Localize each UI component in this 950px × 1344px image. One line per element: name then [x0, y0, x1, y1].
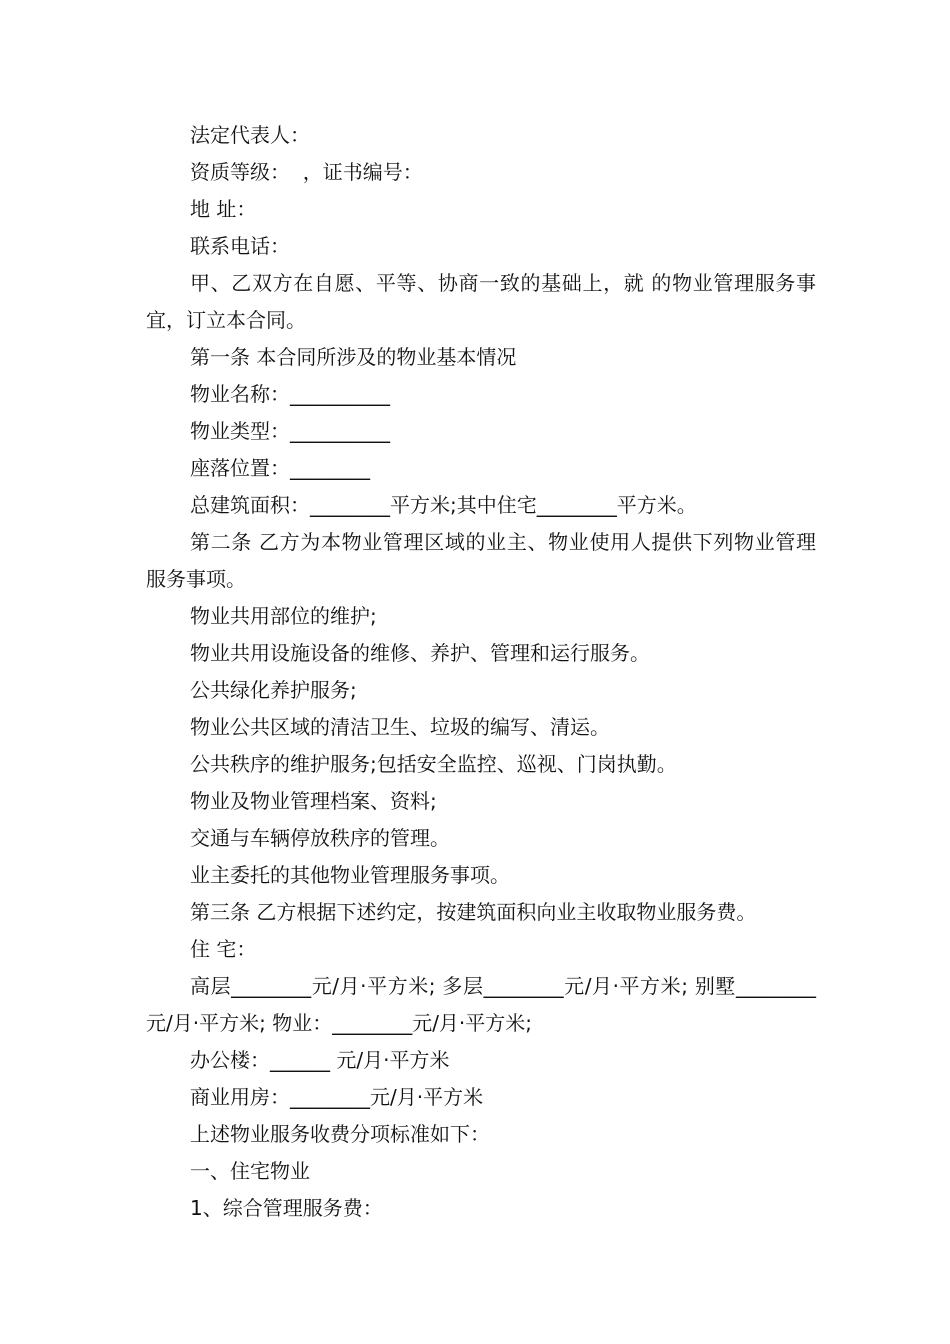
party-qualification: 资质等级： ，证书编号：	[190, 160, 423, 184]
fee-commercial-rate: 商业用房：________元/月·平方米	[190, 1085, 484, 1109]
service-item: 物业共用部位的维护;	[190, 604, 377, 628]
service-item: 交通与车辆停放秩序的管理。	[190, 826, 450, 850]
property-total-area: 总建筑面积：________平方米;其中住宅________平方米。	[190, 493, 697, 517]
section-residential-heading: 一、住宅物业	[190, 1159, 310, 1183]
item-management-fee: 1、综合管理服务费：	[190, 1196, 383, 1220]
party-legal-representative: 法定代表人：	[190, 123, 310, 147]
service-item: 公共秩序的维护服务;包括安全监控、巡视、门岗执勤。	[190, 752, 677, 776]
property-location: 座落位置：________	[190, 456, 370, 480]
document-body	[146, 117, 816, 1227]
party-phone: 联系电话：	[190, 234, 290, 258]
service-item: 物业及物业管理档案、资料;	[190, 789, 437, 813]
fee-residential-rates: 高层________元/月·平方米; 多层________元/月·平方米; 别墅________元/月·平方米; 物业：________元/月·平方米;	[146, 974, 816, 1035]
fee-breakdown-intro: 上述物业服务收费分项标准如下：	[190, 1122, 490, 1146]
article-2-heading: 第二条 乙方为本物业管理区域的业主、物业使用人提供下列物业管理服务事项。	[146, 530, 816, 591]
property-type: 物业类型：__________	[190, 419, 390, 443]
service-item: 业主委托的其他物业管理服务事项。	[190, 863, 510, 887]
fee-office-rate: 办公楼：______ 元/月·平方米	[190, 1048, 450, 1072]
fee-residential-label: 住 宅：	[190, 937, 257, 961]
service-item: 公共绿化养护服务;	[190, 678, 357, 702]
article-1-heading: 第一条 本合同所涉及的物业基本情况	[190, 345, 517, 369]
property-name: 物业名称：__________	[190, 382, 390, 406]
service-item: 物业公共区域的清洁卫生、垃圾的编写、清运。	[190, 715, 610, 739]
contract-preamble: 甲、乙双方在自愿、平等、协商一致的基础上，就 的物业管理服务事宜，订立本合同。	[146, 271, 816, 332]
party-address: 地 址：	[190, 197, 257, 221]
article-3-heading: 第三条 乙方根据下述约定，按建筑面积向业主收取物业服务费。	[190, 900, 757, 924]
service-item: 物业共用设施设备的维修、养护、管理和运行服务。	[190, 641, 650, 665]
